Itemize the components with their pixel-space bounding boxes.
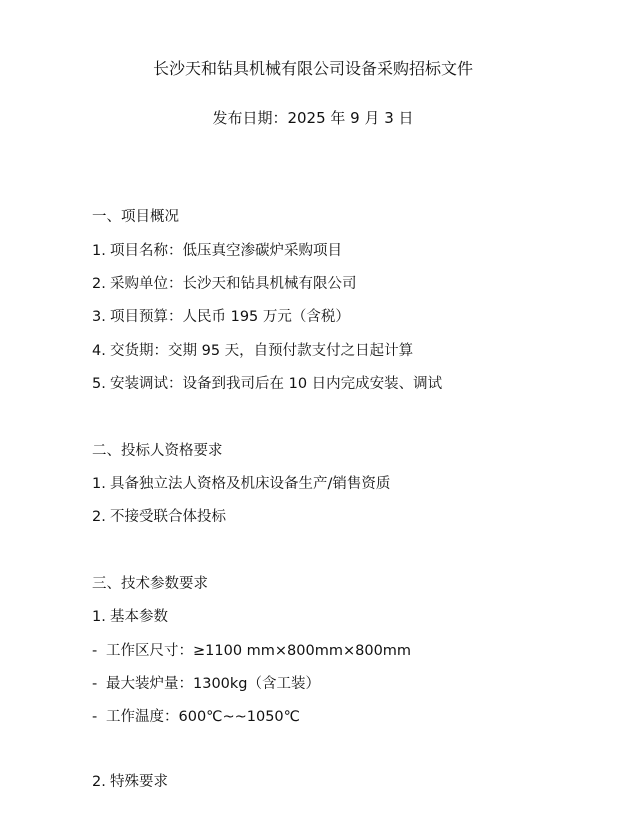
list-item [92, 374, 442, 394]
list-item [92, 507, 226, 527]
list-item [92, 341, 413, 361]
publish-date: 发布日期：2025 年 9 月 3 日 [212, 109, 414, 127]
item-number: 1. [92, 476, 106, 492]
param-text: 工作区尺寸：≥1100 mm×800mm×800mm [106, 643, 412, 659]
subsection-heading [92, 607, 168, 627]
bullet-dash: - [92, 676, 98, 692]
list-item [92, 241, 342, 261]
item-number: 2. [92, 774, 106, 790]
subsection-heading [92, 772, 168, 792]
param-text: 工作温度：600℃~~1050℃ [106, 709, 300, 725]
bullet-dash: - [92, 709, 98, 725]
list-item [92, 474, 390, 494]
item-text: 基本参数 [110, 609, 168, 625]
section-heading-overview: 一、项目概况 [92, 209, 179, 225]
item-text: 特殊要求 [110, 774, 168, 790]
item-text: 采购单位：长沙天和钻具机械有限公司 [110, 276, 357, 292]
item-number: 4. [92, 343, 106, 359]
item-number: 3. [92, 309, 106, 325]
item-number: 5. [92, 376, 106, 392]
item-text: 具备独立法人资格及机床设备生产/销售资质 [110, 476, 391, 492]
list-item [92, 274, 357, 294]
item-text: 不接受联合体投标 [110, 509, 226, 525]
list-item [92, 307, 350, 327]
item-number: 2. [92, 276, 106, 292]
item-text: 项目预算：人民币 195 万元（含税） [110, 309, 350, 325]
param-item [92, 707, 300, 727]
bullet-dash: - [92, 643, 98, 659]
item-number: 1. [92, 609, 106, 625]
section-heading-technical: 三、技术参数要求 [92, 576, 208, 592]
item-number: 2. [92, 509, 106, 525]
item-text: 项目名称：低压真空渗碳炉采购项目 [110, 243, 342, 259]
item-text: 交货期：交期 95 天，自预付款支付之日起计算 [110, 343, 414, 359]
item-number: 1. [92, 243, 106, 259]
param-item [92, 674, 320, 694]
item-text: 安装调试：设备到我司后在 10 日内完成安装、调试 [110, 376, 443, 392]
param-text: 最大装炉量：1300kg（含工装） [106, 676, 321, 692]
param-item [92, 641, 411, 661]
section-heading-qualification: 二、投标人资格要求 [92, 443, 223, 459]
document-title: 长沙天和钻具机械有限公司设备采购招标文件 [152, 59, 473, 78]
